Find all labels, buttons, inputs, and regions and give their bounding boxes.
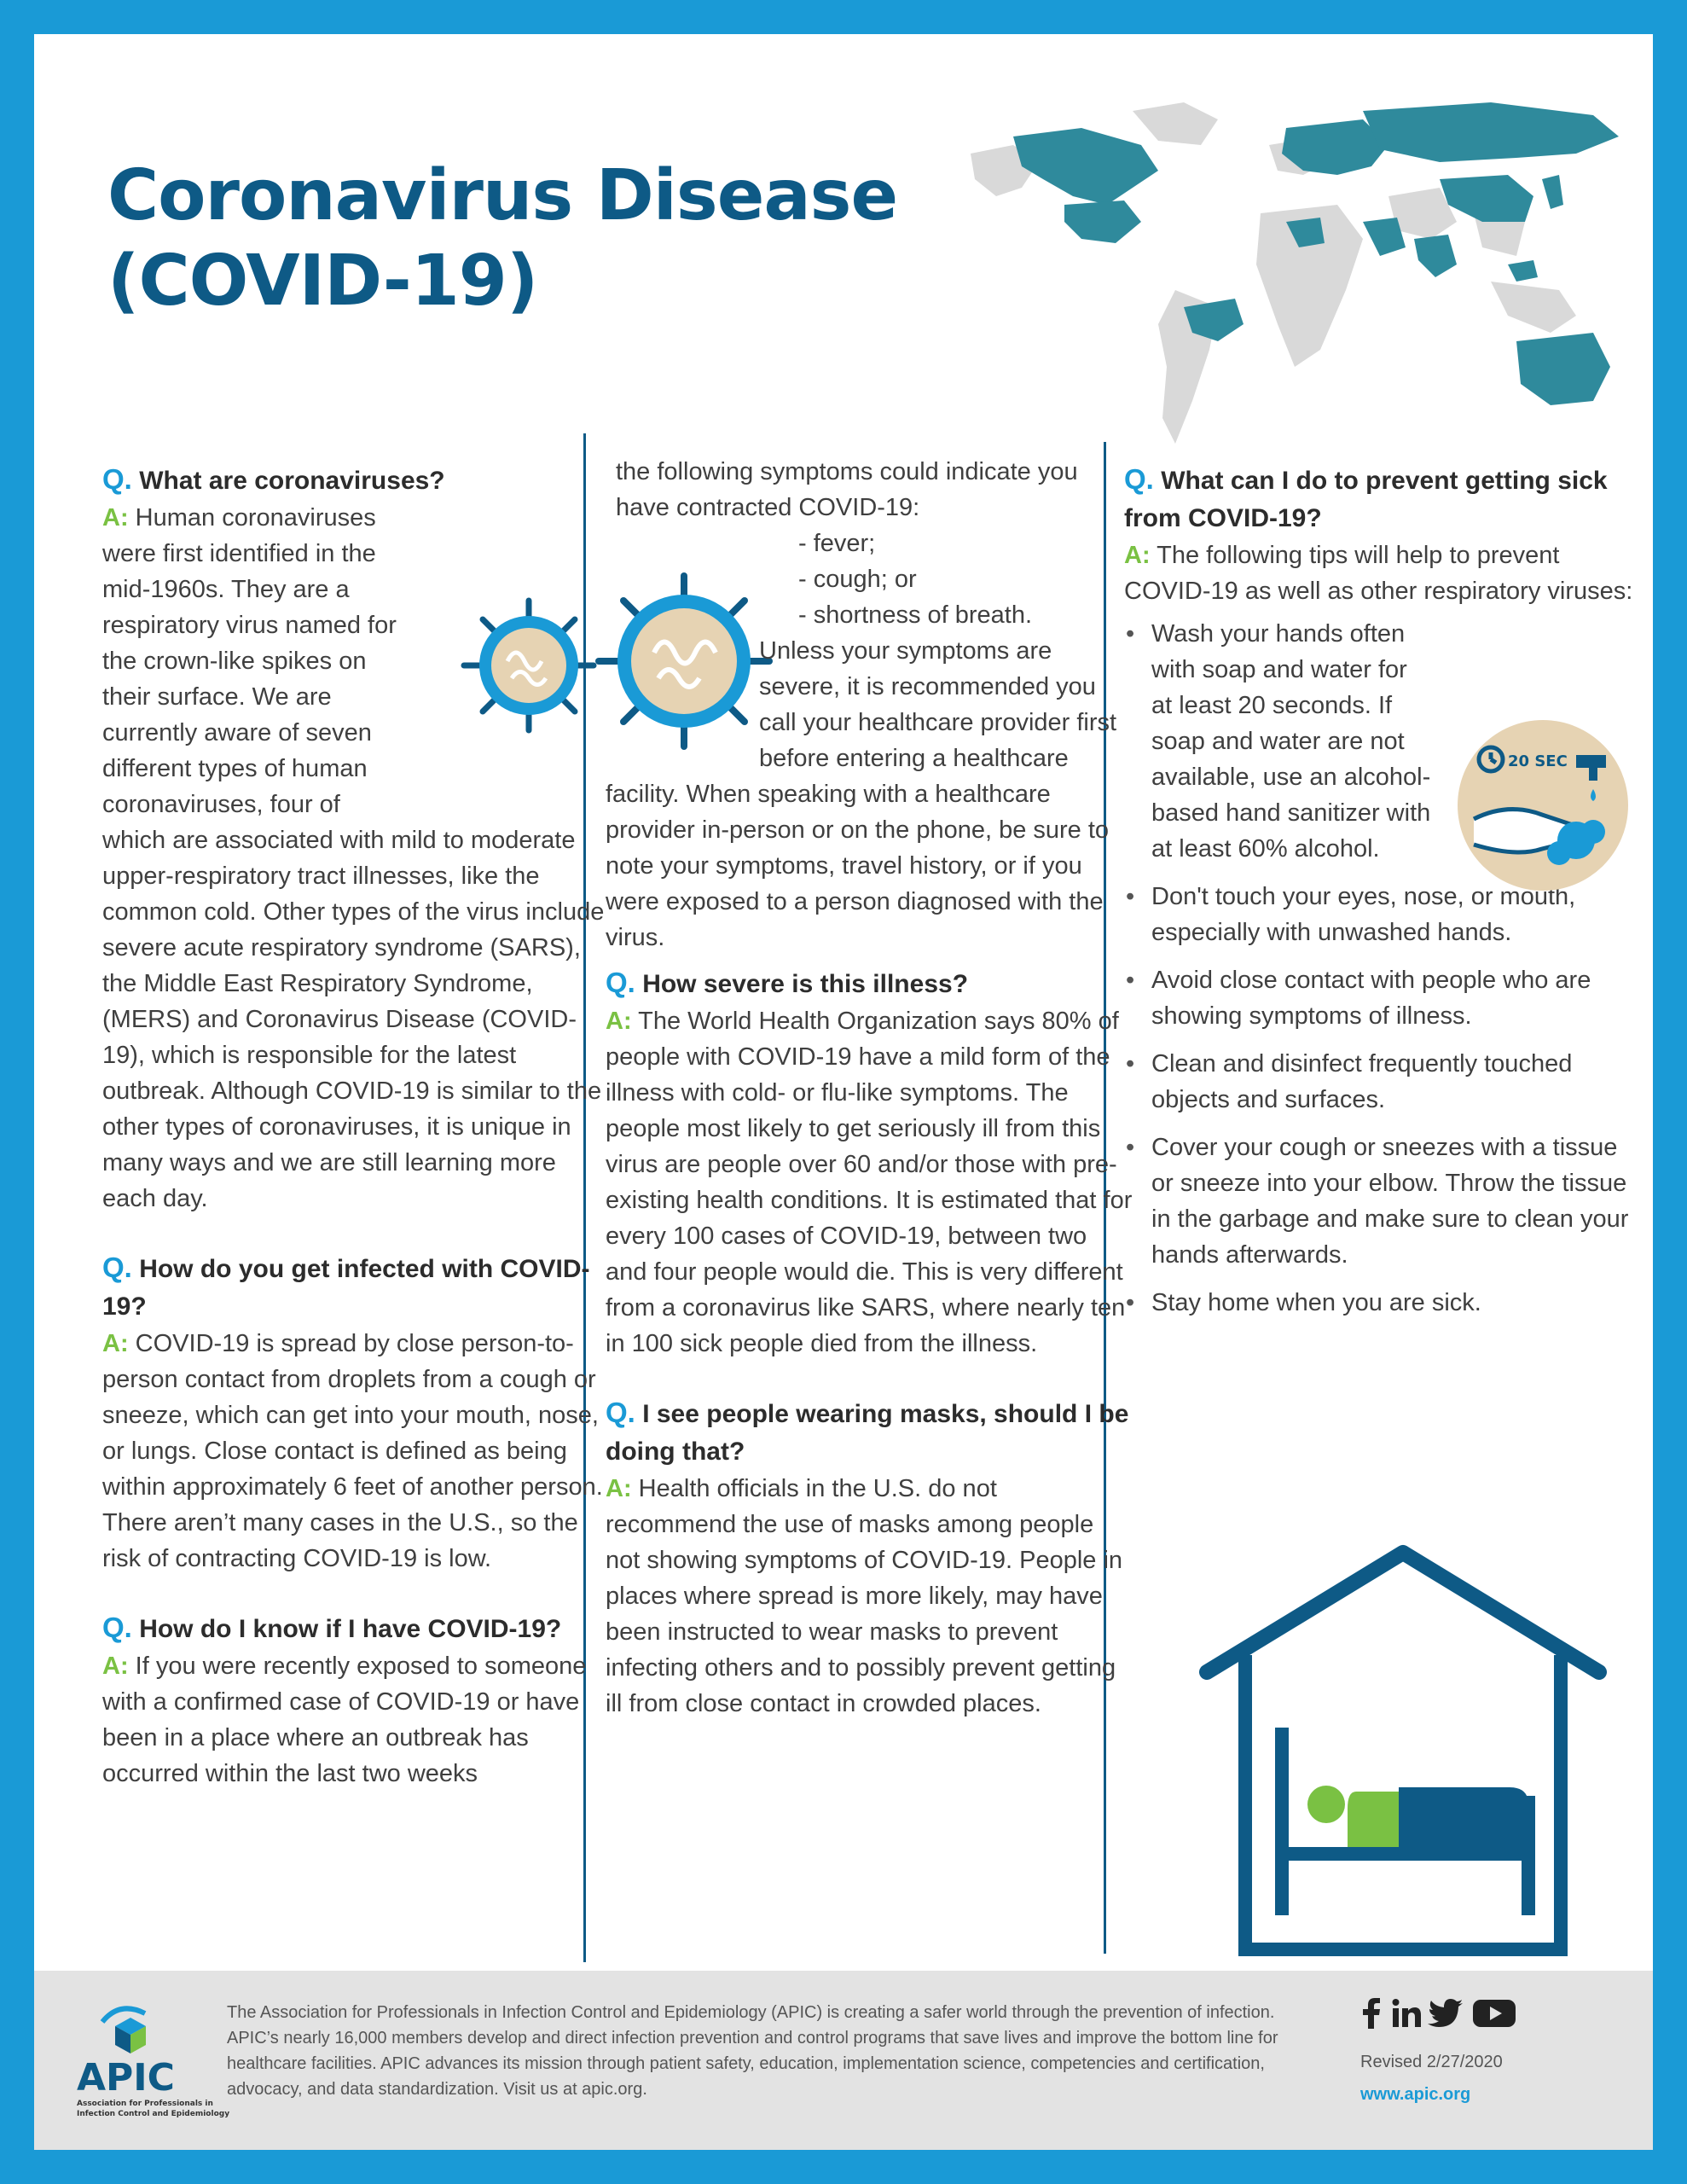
question-what-are-coronaviruses: Q. What are coronaviruses? bbox=[102, 463, 445, 495]
timer-label: 20 SEC bbox=[1508, 752, 1568, 770]
answer-how-do-i-know: A: If you were recently exposed to someone with a confirmed case of COVID-19 or have been in a place where an outbreak has occurred within the last two weeks bbox=[102, 1653, 587, 1787]
question-masks: Q. I see people wearing masks, should I be doing that? bbox=[606, 1397, 1129, 1466]
symptom-fever: - fever; bbox=[798, 530, 876, 557]
handwashing-illustration bbox=[1448, 717, 1638, 892]
answer-continued-2: Unless your symptoms are severe, it is recommended you call your healthcare provider first before entering a healthcare facility. When speaking with a healthcare provider in-person or on the phone, be sure to note your symptoms, travel history, or if you were exposed to a person diagnosed with the virus. bbox=[606, 637, 1117, 951]
question-how-infected: Q. How do you get infected with COVID-19? bbox=[102, 1252, 590, 1321]
list-item: • Clean and disinfect frequently touched objects and surfaces. bbox=[1124, 1046, 1636, 1118]
question-how-do-i-know: Q. How do I know if I have COVID-19? bbox=[102, 1612, 562, 1643]
about-apic-text: The Association for Professionals in Infection Control and Epidemiology (APIC) is creating a safer world through the prevention of infection. APIC’s nearly 16,000 members develop and direct infection prevention and control programs that save lives and improve the bottom line for healthcare facilities. APIC advances its mission through patient safety, education, implementation science, competencies and certification, advocacy, and data standardization. Visit us at apic.org. bbox=[227, 2003, 1278, 2099]
list-item: • Cover your cough or sneezes with a tissue or sneeze into your elbow. Throw the tissue in the garbage and make sure to clean your hands afterwards. bbox=[1124, 1130, 1636, 1273]
facebook-icon[interactable] bbox=[1360, 1998, 1383, 2029]
revised-date: Revised 2/27/2020 bbox=[1360, 2053, 1503, 2071]
virus-wrap-space bbox=[399, 551, 612, 807]
list-item: • Stay home when you are sick. bbox=[1124, 1285, 1636, 1321]
twitter-icon[interactable] bbox=[1430, 1998, 1464, 2029]
answer-continued: the following symptoms could indicate you have contracted COVID-19: bbox=[616, 458, 1078, 521]
social-links bbox=[1360, 1998, 1516, 2029]
symptom-shortness-of-breath: - shortness of breath. bbox=[798, 601, 1033, 629]
linkedin-icon[interactable] bbox=[1391, 1998, 1422, 2029]
question-how-severe: Q. How severe is this illness? bbox=[606, 967, 969, 998]
question-prevent: Q. What can I do to prevent getting sick from COVID-19? bbox=[1124, 463, 1608, 532]
youtube-icon[interactable] bbox=[1473, 1998, 1516, 2029]
column-1 bbox=[102, 427, 612, 1792]
list-item: • Don't touch your eyes, nose, or mouth, especially with unwashed hands. bbox=[1124, 879, 1636, 950]
answer-how-severe: A: The World Health Organization says 80% of people with COVID-19 have a mild form of the illness with cold- or flu-like symptoms. The people most likely to get seriously ill from this virus are people over 60 and/or those with pre-existing health conditions. It is estimated that for every 100 cases of COVID-19, between two and four people would die. This is very different from a coronavirus like SARS, where nearly ten in 100 sick people died from the illness. bbox=[606, 1008, 1133, 1357]
list-item: • Avoid close contact with people who are showing symptoms of illness. bbox=[1124, 962, 1636, 1034]
answer-what-are-coronaviruses: A: Human coronaviruses were first identified in the mid-1960s. They are a respiratory virus named for the crown-like spikes on their surface. We are currently aware of seven different types of human coronaviruses, four of which are associated with mild to moderate upper-respiratory tract illnesses, like the common cold. Other types of the virus include severe acute respiratory syndrome (SARS), the Middle East Respiratory Syndrome, (MERS) and Coronavirus Disease (COVID-19), which is responsible for the latest outbreak. Although COVID-19 is similar to the other types of coronaviruses, it is unique in many ways and we are still learning more each day. bbox=[102, 504, 605, 1212]
title-line-2: (COVID-19) bbox=[107, 241, 538, 322]
virus-wrap-space-2 bbox=[606, 633, 759, 761]
answer-how-infected: A: COVID-19 is spread by close person-to-person contact from droplets from a cough or sneeze, which can get into your mouth, nose, or lungs. Close contact is defined as being within approximately 6 feet of another person. There aren’t many cases in the U.S., so the risk of contracting COVID-19 is low. bbox=[102, 1330, 603, 1572]
svg-text:APIC: APIC bbox=[77, 2056, 175, 2100]
stay-home-illustration bbox=[1194, 1540, 1612, 1958]
footer bbox=[34, 1971, 1653, 2150]
column-2 bbox=[606, 427, 1133, 1722]
apic-logo bbox=[68, 1996, 230, 2124]
svg-text:Association for Professionals: Association for Professionals in bbox=[77, 2100, 213, 2108]
list-item: • Wash your hands often with soap and water for at least 20 seconds. If soap and water are not available, use an alcohol-based hand sanitizer with at least 60% alcohol. bbox=[1124, 616, 1636, 867]
answer-prevent: A: The following tips will help to prevent COVID-19 as well as other respiratory viruses: bbox=[1124, 542, 1633, 605]
symptom-cough: - cough; or bbox=[798, 566, 917, 593]
document-page bbox=[34, 34, 1653, 2150]
svg-text:Infection Control and Epidemio: Infection Control and Epidemiology bbox=[77, 2110, 230, 2118]
website-link[interactable]: www.apic.org bbox=[1360, 2085, 1471, 2104]
page-title bbox=[107, 154, 897, 324]
title-line-1: Coronavirus Disease bbox=[107, 155, 898, 236]
world-map-illustration bbox=[962, 94, 1644, 452]
answer-masks: A: Health officials in the U.S. do not recommend the use of masks among people not showing symptoms of COVID-19. People in places where spread is more likely, may have been instructed to wear masks to prevent infecting others and to possibly prevent getting ill from close contact in crowded places. bbox=[606, 1475, 1123, 1717]
